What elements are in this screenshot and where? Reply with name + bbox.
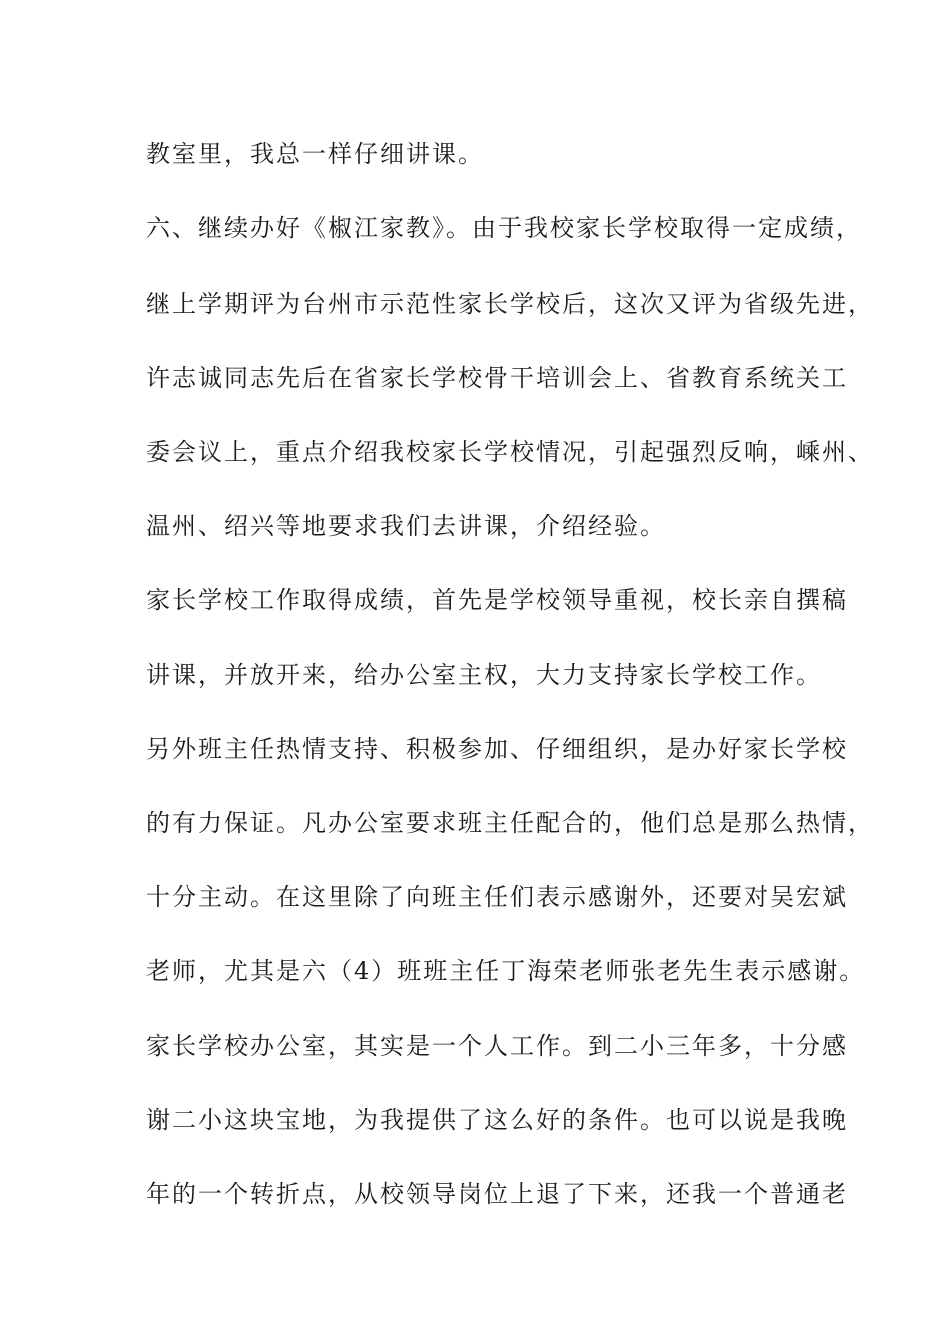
text-line-14: 谢二小这块宝地，为我提供了这么好的条件。也可以说是我晚	[146, 1106, 848, 1134]
text-line-10: 的有力保证。凡办公室要求班主任配合的，他们总是那么热情，	[146, 809, 874, 837]
text-line-3: 继上学期评为台州市示范性家长学校后，这次又评为省级先进，	[146, 290, 874, 318]
text-line-8: 讲课，并放开来，给办公室主权，大力支持家长学校工作。	[146, 661, 822, 689]
text-line-6: 温州、绍兴等地要求我们去讲课，介绍经验。	[146, 512, 666, 540]
text-line-7: 家长学校工作取得成绩，首先是学校领导重视，校长亲自撰稿	[146, 586, 848, 614]
text-line-1: 教室里，我总一样仔细讲课。	[146, 140, 484, 168]
text-line-2: 六、继续办好《椒江家教》。由于我校家长学校取得一定成绩，	[146, 214, 862, 242]
text-line-13: 家长学校办公室，其实是一个人工作。到二小三年多，十分感	[146, 1032, 848, 1060]
text-line-9: 另外班主任热情支持、积极参加、仔细组织，是办好家长学校	[146, 735, 848, 763]
text-line-5: 委会议上，重点介绍我校家长学校情况，引起强烈反响，嵊州、	[146, 438, 874, 466]
text-line-4: 许志诚同志先后在省家长学校骨干培训会上、省教育系统关工	[146, 364, 848, 392]
text-line-11: 十分主动。在这里除了向班主任们表示感谢外，还要对吴宏斌	[146, 883, 848, 911]
text-line-15: 年的一个转折点，从校领导岗位上退了下来，还我一个普通老	[146, 1180, 848, 1208]
text-line-12: 老师，尤其是六（4）班班主任丁海荣老师张老先生表示感谢。	[146, 957, 866, 985]
